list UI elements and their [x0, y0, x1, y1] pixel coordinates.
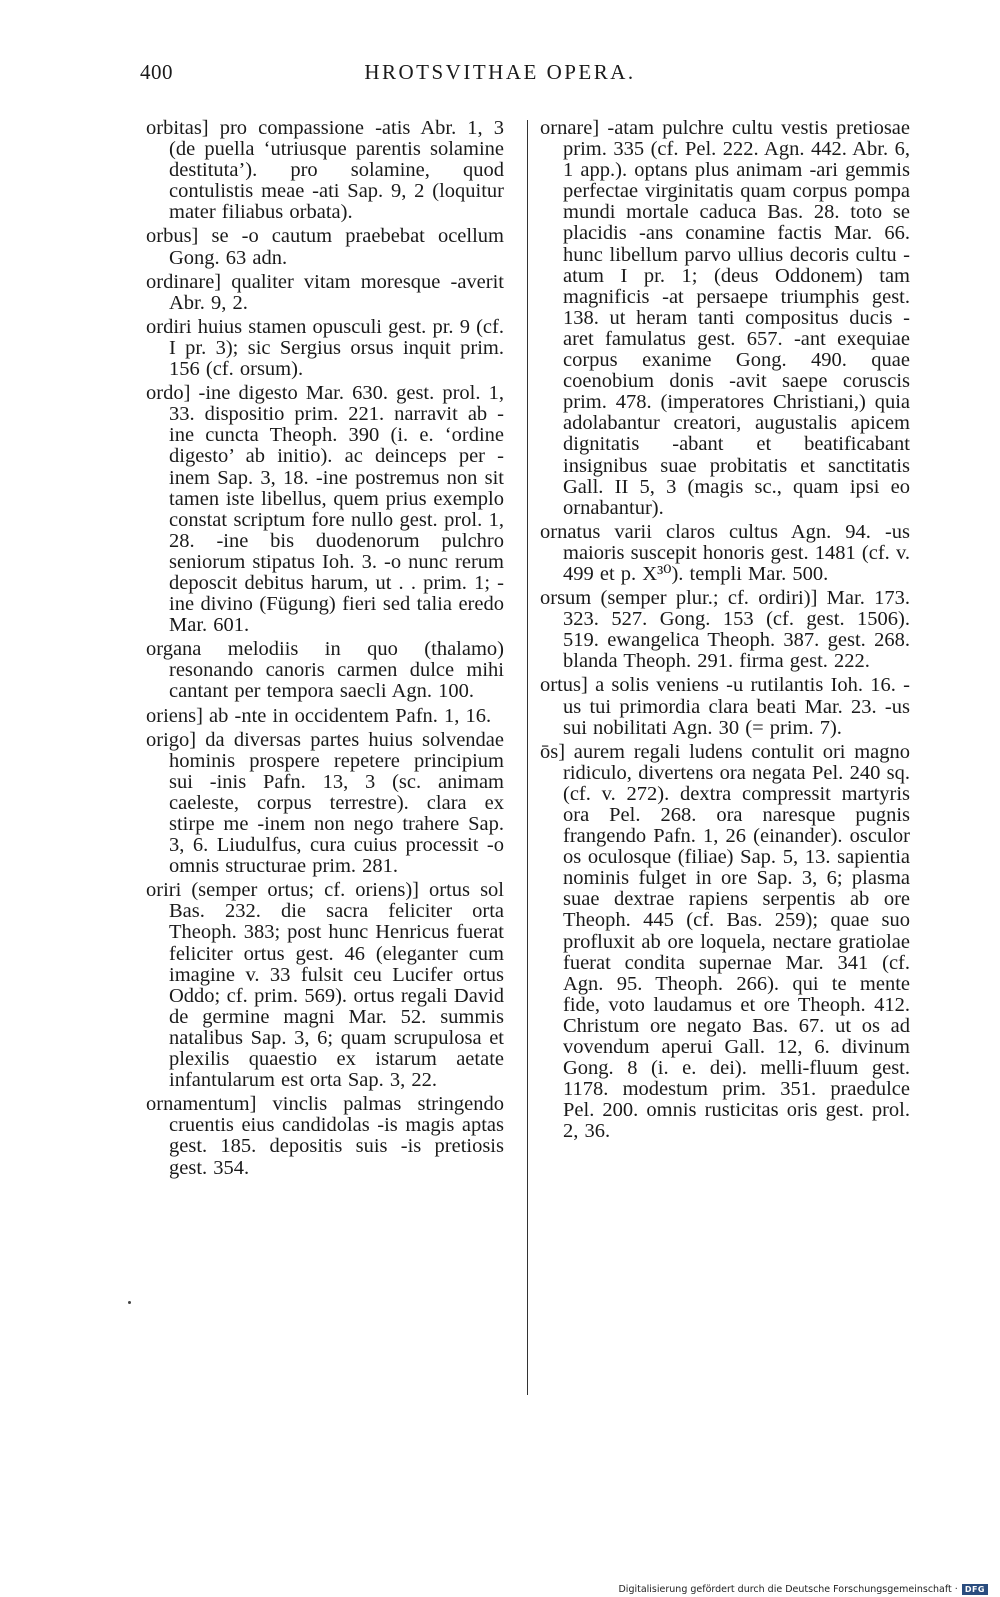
dictionary-entry: organa melodiis in quo (thalamo) resonando canoris carmen dulce mihi cantant per tempora saecli Agn. 100.	[146, 638, 504, 703]
footer-credit: Digitalisierung gefördert durch die Deutsche Forschungsgemeinschaft ·	[618, 1584, 958, 1595]
running-title: HROTSVITHAE OPERA.	[364, 60, 636, 84]
dictionary-entry: oriri (semper ortus; cf. oriens)] ortus sol Bas. 232. die sacra feliciter orta Theoph. 383; post hunc Henricus fuerat feliciter ortus gest. 46 (eleganter cum imagine v. 33 fulsit ceu Lucifer ortus Oddo; cf. prim. 569). ortus regali David de germine magni Mar. 52. summis natalibus Sap. 3, 6; quam scrupulosa et plexilis quaestio ex istarum aetate infantularum est orta Sap. 3, 22.	[146, 879, 504, 1092]
page-number: 400	[140, 60, 173, 84]
column-divider	[527, 120, 528, 1395]
dictionary-entry: orbitas] pro compassione -atis Abr. 1, 3 (de puella ‘utriusque parentis solamine destituta’). pro solamine, quod contulistis meae -ati Sap. 9, 2 (loquitur mater filiabus orbata).	[146, 117, 504, 224]
dictionary-entry: oriens] ab -nte in occidentem Pafn. 1, 16.	[146, 704, 492, 727]
dfg-logo: DFG	[962, 1584, 988, 1595]
dictionary-entry: orbus] se -o cautum praebebat ocellum Gong. 63 adn.	[146, 225, 504, 269]
margin-mark	[128, 1301, 131, 1304]
dictionary-entry: orsum (semper plur.; cf. ordiri)] Mar. 173. 323. 527. Gong. 153 (cf. gest. 1506). 519. ewangelica Theoph. 387. gest. 268. blanda Theoph. 291. firma gest. 222.	[540, 587, 910, 673]
dictionary-entry: ornare] -atam pulchre cultu vestis pretiosae prim. 335 (cf. Pel. 222. Agn. 442. Abr. 6, 1 app.). optans plus animam -ari gemmis perfectae virginitatis quam corpus pompa mundi mortale caduca Bas. 28. toto se placidis -ans conamine factis Mar. 66. hunc libellum parvo ullius decoris cultu -atum I pr. 1; (deus Oddonem) tam magnificis -at persaepe triumphis gest. 138. ut heram tanti compositus ducis -aret famulatus gest. 657. -ant exequiae corpus exanime Gong. 490. quae coenobium donis -avit saepe coruscis prim. 478. (imperatores Christiani,) quia adolabantur creatori, augustalis apicem dignitatis -abant et beatificabant insignibus suae probitatis et sanctitatis Gall. II 5, 3 (magis sc., quam ipsi eo ornabantur).	[540, 117, 910, 519]
right-column	[540, 118, 910, 1146]
dictionary-entry: ordiri huius stamen opusculi gest. pr. 9 (cf. I pr. 3); sic Sergius orsus inquit prim. 156 (cf. orsum).	[146, 315, 504, 381]
dictionary-entry: ordinare] qualiter vitam moresque -averit Abr. 9, 2.	[146, 270, 504, 314]
page-header	[140, 60, 860, 92]
dictionary-entry: ordo] -ine digesto Mar. 630. gest. prol. 1, 33. dispositio prim. 221. narravit ab -ine cuncta Theoph. 390 (i. e. ‘ordine digesto’ ab initio). ac deinceps per -inem Sap. 3, 18. -ine postremus non sit tamen iste libellus, quem prius exemplo constat scriptum fore nullo gest. prol. 1, 28. -ine bis duodenorum pulchro seniorum stipatus Ioh. 3. -o nunc rerum deposcit debitus harum, ut . . prim. 1; -ine divino (Fügung) fieri sed talia eredo Mar. 601.	[146, 382, 504, 637]
dictionary-entry: origo] da diversas partes huius solvendae hominis prospere repetere principium sui -inis Pafn. 13, 3 (sc. animam caeleste, corpus terrestre). clara ex stirpe me -inem non nego trahere Sap. 3, 6. Liudulfus, cura cuius processit -o omnis structurae prim. 281.	[146, 728, 504, 878]
digitization-footer	[618, 1584, 988, 1595]
dictionary-entry: ōs] aurem regali ludens contulit ori magno ridiculo, divertens ora negata Pel. 240 sq. (cf. v. 272). dextra compressit martyris ora Pel. 268. ora naresque pugnis frangendo Pafn. 1, 26 (einander). osculor os oculosque (filiae) Sap. 5, 13. sapientia nominis fulget in ore Sap. 3, 6; plasma suae dextrae rapiens serpentis ab ore Theoph. 445 (cf. Bas. 259); quae suo profluxit ab ore loquela, nectare gratiolae fuerat condita supernae Mar. 341 (cf. Agn. 95. Theoph. 266). qui te mente fide, voto laudamus et ore Theoph. 412. Christum ore negato Bas. 67. ut os ad vovendum aperui Gall. 12, 6. divinum Gong. 8 (i. e. dei). melli-fluum gest. 1178. modestum prim. 351. praedulce Pel. 200. omnis rusticitas oris gest. prol. 2, 36.	[540, 740, 910, 1143]
left-column	[146, 118, 504, 1182]
dictionary-entry: ortus] a solis veniens -u rutilantis Ioh. 16. -us tui primordia clara beati Mar. 23. -us sui nobilitati Agn. 30 (= prim. 7).	[540, 674, 910, 739]
dictionary-entry: ornatus varii claros cultus Agn. 94. -us maioris suscepit honoris gest. 1481 (cf. v. 499 et p. X³⁰). templi Mar. 500.	[540, 520, 910, 585]
dictionary-entry: ornamentum] vinclis palmas stringendo cruentis eius candidolas -is magis aptas gest. 185. depositis suis -is pretiosis gest. 354.	[146, 1093, 504, 1179]
